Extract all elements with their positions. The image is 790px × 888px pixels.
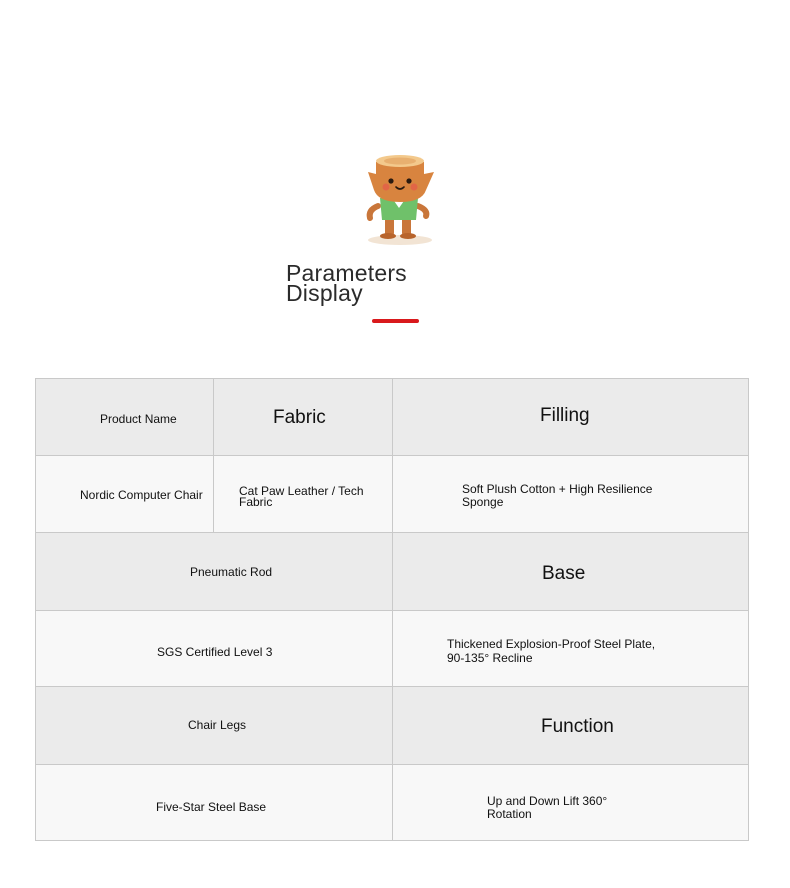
chair-legs-label: Chair Legs [188, 718, 247, 732]
cell-base-value [393, 611, 748, 687]
base-value-line-1: Thickened Explosion-Proof Steel Plate, [447, 637, 656, 651]
cell-pneumatic-rod-label [36, 533, 393, 611]
cell-chair-legs-value [36, 765, 393, 840]
cell-function-value [393, 765, 748, 840]
filling-label: Filling [540, 405, 590, 426]
function-value-line-1: Up and Down Lift 360° [487, 794, 608, 808]
title-underline [372, 319, 419, 323]
cell-pneumatic-rod-value [36, 611, 393, 687]
function-label: Function [541, 716, 614, 737]
cell-product-name-value [36, 456, 214, 533]
tree-stump-mascot-icon [360, 150, 440, 248]
fabric-value-line-1: Cat Paw Leather / Tech [239, 484, 364, 498]
filling-value-line-2: Sponge [462, 495, 504, 509]
cell-base-label [393, 533, 748, 611]
fabric-label: Fabric [273, 407, 326, 428]
title-line-2: Display [286, 280, 363, 306]
title-line-1: Parameters [286, 260, 407, 286]
cell-filling-label [393, 379, 748, 456]
page-title [286, 260, 407, 306]
cell-filling-value [393, 456, 748, 533]
cell-fabric-label [214, 379, 393, 456]
base-value-line-2: 90-135° Recline [447, 651, 533, 665]
cell-function-label [393, 687, 748, 765]
product-name-value: Nordic Computer Chair [80, 488, 203, 502]
function-value-line-2: Rotation [487, 807, 532, 821]
filling-value-line-1: Soft Plush Cotton + High Resilience [462, 482, 653, 496]
cell-fabric-value [214, 456, 393, 533]
parameters-table [35, 378, 749, 841]
pneumatic-rod-label: Pneumatic Rod [190, 565, 273, 579]
cell-product-name-label [36, 379, 214, 456]
base-label: Base [542, 563, 586, 584]
pneumatic-rod-value: SGS Certified Level 3 [157, 645, 273, 659]
chair-legs-value: Five-Star Steel Base [156, 800, 267, 814]
cell-chair-legs-label [36, 687, 393, 765]
product-name-label: Product Name [100, 412, 177, 426]
fabric-value-line-2: Fabric [239, 495, 273, 509]
